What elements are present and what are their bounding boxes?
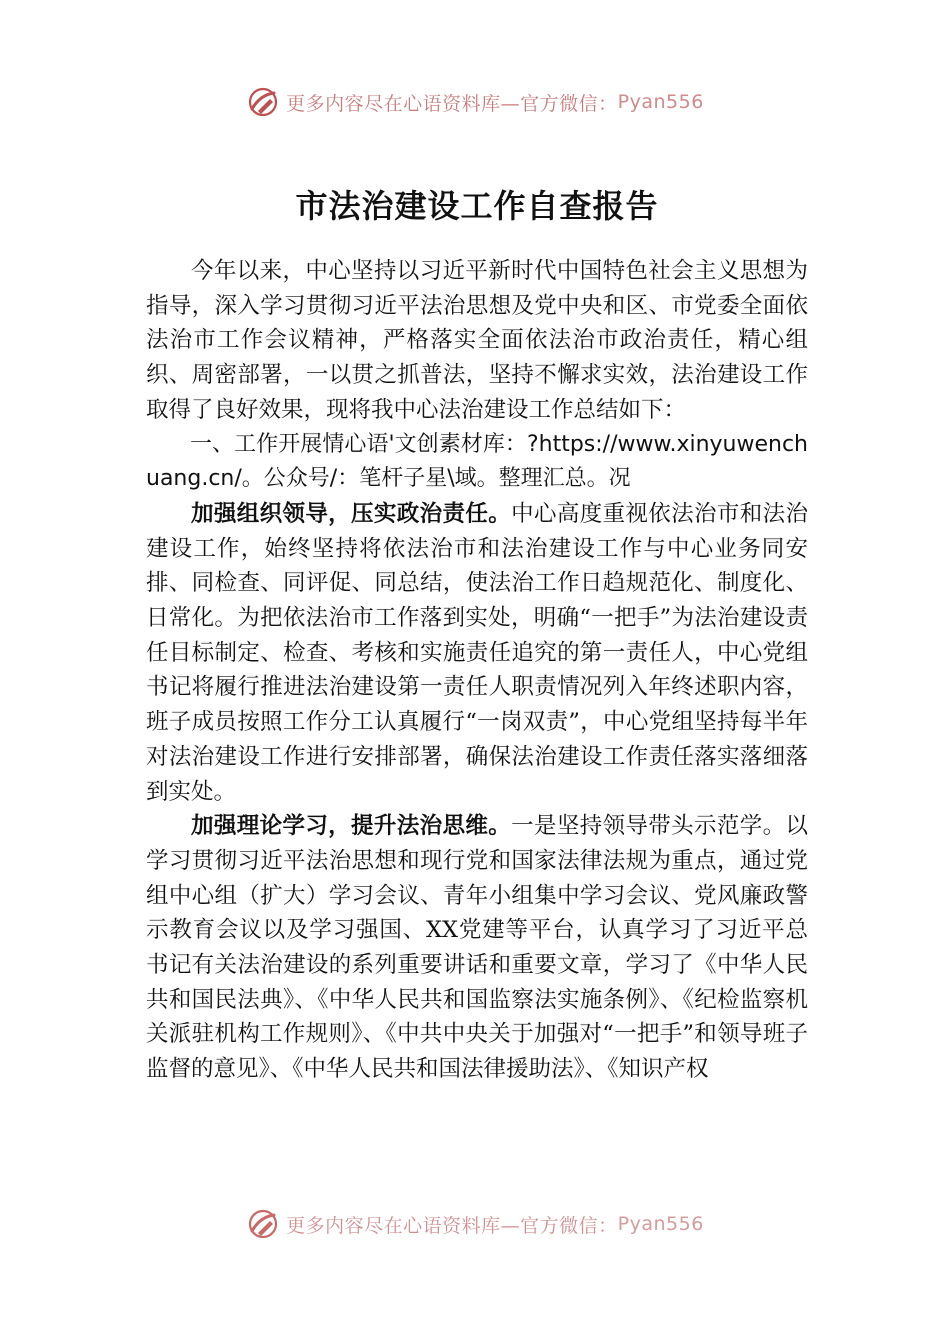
- section1-body: 中心高度重视依法治市和法治建设工作，始终坚持将依法治市和法治建设工作与中心业务同安排、同检查、同评促、同总结，使法治工作日趋规范化、制度化、日常化。为把依法治市工作落到实处，明确“一把手”为法治建设责任目标制定、检查、考核和实施责任追究的第一责任人，中心党组书记将履行推进法治建设第一责任人职责情况列入年终述职内容，班子成员按照工作分工认真履行“一岗双责”，中心党组坚持每半年对法治建设工作进行安排部署，确保法治建设工作责任落实落细落到实处。: [146, 500, 808, 805]
- section2-body: 一是坚持领导带头示范学。以学习贯彻习近平法治思想和现行党和国家法律法规为重点，通过党组中心组（扩大）学习会议、青年小组集中学习会议、党风廉政警示教育会议以及学习强国、XX党建等平台，认真学习了习近平总书记有关法治建设的系列重要讲话和重要文章，学习了《中华人民共和国民法典》、《中华人民共和国监察法实施条例》、《纪检监察机关派驻机构工作规则》、《中共中央关于加强对“一把手”和领导班子监督的意见》、《中华人民共和国法律援助法》、《知识产权: [146, 813, 808, 1083]
- watermark-text: 更多内容尽在心语资料库—官方微信：: [286, 92, 618, 115]
- intro-paragraph: 今年以来，中心坚持以习近平新时代中国特色社会主义思想为指导，深入学习贯彻习近平法治思想及党中央和区、市党委全面依法治市工作会议精神，严格落实全面依法治市政治责任，精心组织、周密部署，一以贯之抓普法，坚持不懈求实效，法治建设工作取得了良好效果，现将我中心法治建设工作总结如下：: [146, 258, 808, 423]
- document-title: 市法治建设工作自查报告: [295, 187, 659, 225]
- section1-lead: 加强组织领导，压实政治责任。: [191, 500, 512, 527]
- watermark-footer: [0, 1204, 950, 1244]
- pen-swirl-logo-icon: [246, 85, 280, 119]
- watermark-wechat-id: Pyan556: [617, 91, 704, 113]
- section-heading-1: 一、工作开展情心语'文创素材库：?https://www.xinyuwenchuang.cn/。公众号/：笔杆子星\域。整理汇总。况: [146, 431, 808, 492]
- watermark-wechat-id: Pyan556: [617, 1213, 704, 1235]
- pen-swirl-logo-icon: [246, 1207, 280, 1241]
- section2-paragraph: [146, 809, 808, 1087]
- watermark-text: 更多内容尽在心语资料库—官方微信：: [286, 1214, 618, 1237]
- watermark-header: [0, 82, 950, 122]
- document-body: [146, 180, 808, 1087]
- section2-lead: 加强理论学习，提升法治思维。: [191, 813, 512, 840]
- section1-paragraph: [146, 497, 808, 809]
